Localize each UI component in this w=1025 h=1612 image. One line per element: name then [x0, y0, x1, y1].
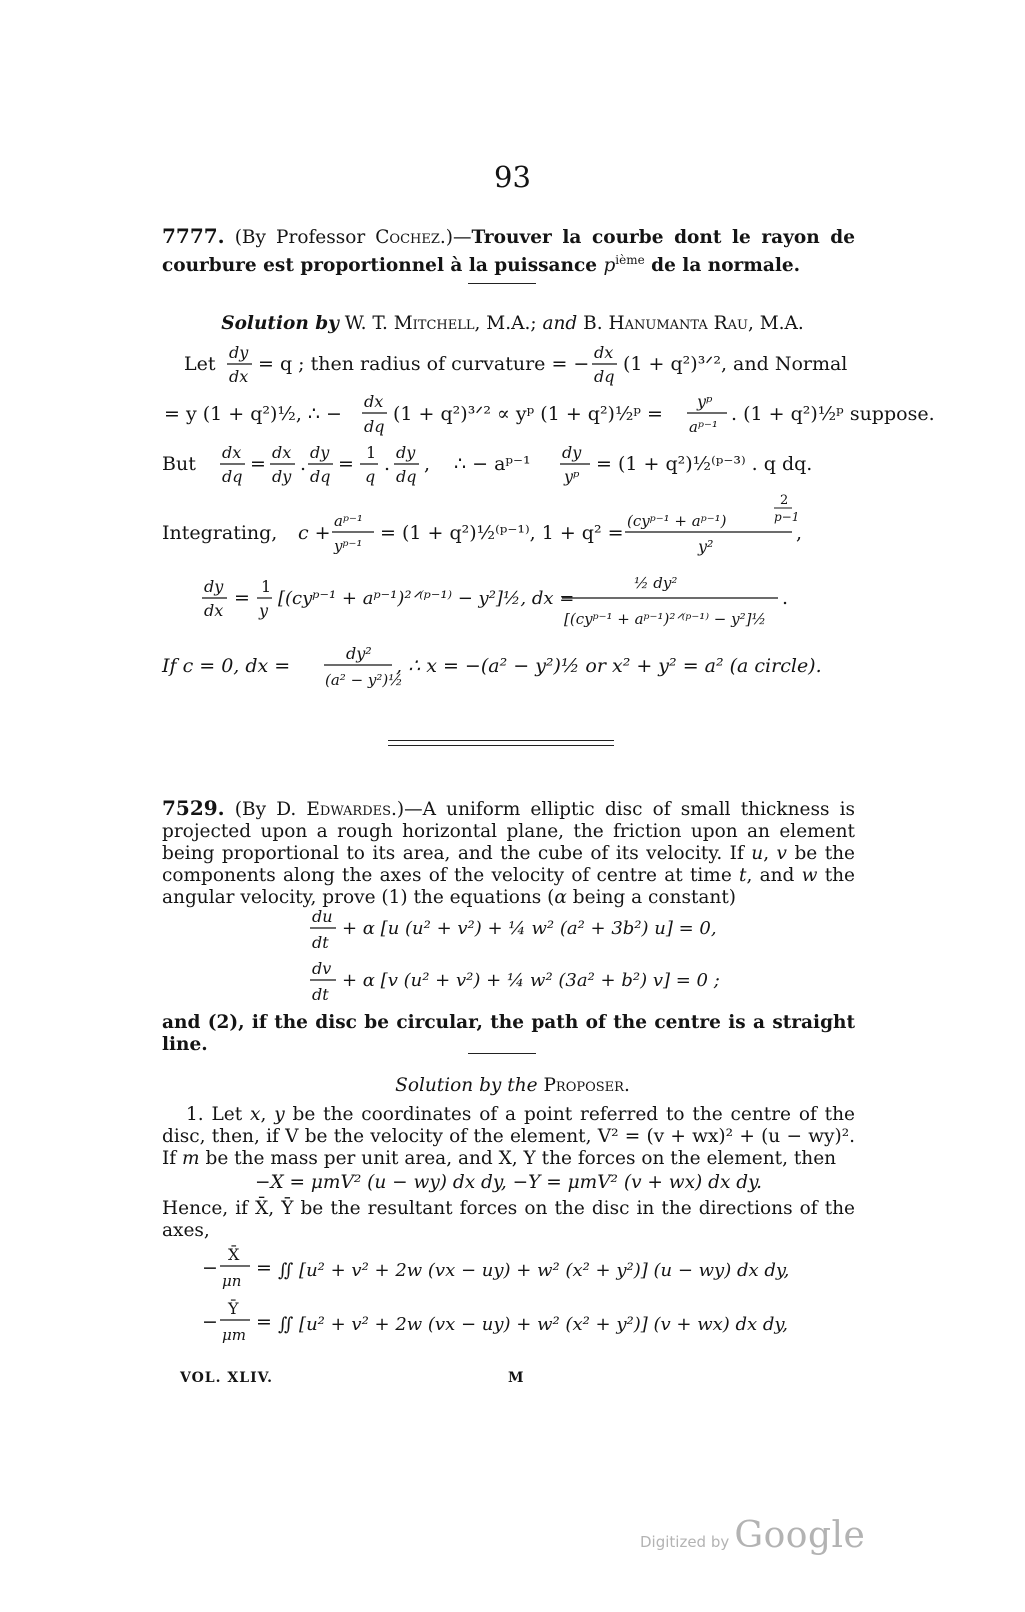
svg-text:1: 1	[261, 577, 272, 596]
svg-text:1: 1	[366, 443, 377, 462]
section-divider	[388, 740, 614, 746]
svg-text:. (1 + q²)½ᵖ suppose.: . (1 + q²)½ᵖ suppose.	[731, 403, 935, 425]
svg-text:If c = 0, dx =: If c = 0, dx =	[162, 655, 291, 677]
author-name: Edwardes	[306, 799, 392, 820]
svg-text:dq: dq	[310, 467, 331, 486]
svg-text:dt: dt	[312, 933, 329, 952]
svg-text:+ α [v (u² + v²) + ¼ w² (3a² +: + α [v (u² + v²) + ¼ w² (3a² + b²) v] = 0 ;	[342, 970, 720, 991]
svg-text:p−1: p−1	[774, 510, 800, 524]
svg-text:yᵖ⁻¹: yᵖ⁻¹	[334, 537, 363, 555]
svg-text:(1 + q²)³ᐟ², and Normal: (1 + q²)³ᐟ², and Normal	[623, 353, 848, 375]
svg-text:y: y	[259, 601, 269, 620]
svg-text:(1 + q²)³ᐟ² ∝ yᵖ (1 + q²)½ᵖ =: (1 + q²)³ᐟ² ∝ yᵖ (1 + q²)½ᵖ =	[393, 403, 663, 425]
equation-block	[162, 1240, 855, 1350]
svg-text:dy: dy	[310, 443, 330, 462]
separator-rule	[468, 283, 536, 284]
svg-text:c +: c +	[298, 522, 331, 544]
svg-text:μm: μm	[222, 1326, 246, 1344]
svg-text:But: But	[162, 453, 196, 475]
svg-text:Let: Let	[184, 353, 216, 375]
svg-text:.: .	[384, 453, 391, 475]
svg-text:∬ [u² + v² + 2w (vx − uy) + w²: ∬ [u² + v² + 2w (vx − uy) + w² (x² + y²)] (u − wy) dx dy,	[278, 1260, 790, 1281]
separator-rule	[468, 1053, 536, 1054]
svg-text:,: ,	[424, 453, 431, 475]
problem-7529: 7529. (By D. Edwardes.)—A uniform elliptic disc of small thickness is projected upon a rough horizontal plane, the friction upon an element being proportional to its area, and the cube of its velocity. If u, v be the components along the axes of the velocity of centre at time t, and w the angular velocity, prove (1) the equations (α being a constant)	[162, 796, 856, 908]
svg-text:dx: dx	[204, 601, 224, 620]
solution-equations	[162, 340, 935, 690]
svg-text:dq: dq	[396, 467, 417, 486]
svg-text:, ∴ x = −(a² − y²)½ or x: , ∴ x = −(a² − y²)½ or x² + y² = a² (a circle).	[396, 655, 822, 677]
svg-text:dq: dq	[594, 367, 615, 386]
svg-text:μn: μn	[222, 1272, 242, 1290]
svg-text:−: −	[202, 1311, 218, 1333]
svg-text:= (1 + q²)½⁽ᵖ⁻¹⁾, 1 + q² =: = (1 + q²)½⁽ᵖ⁻¹⁾, 1 + q² =	[380, 522, 624, 544]
problem-equations	[162, 902, 855, 1012]
svg-text:= y (1 + q²)½, ∴ −: = y (1 + q²)½, ∴ −	[164, 403, 342, 425]
svg-text:Ȳ: Ȳ	[228, 1299, 239, 1318]
svg-text:aᵖ⁻¹: aᵖ⁻¹	[689, 418, 718, 436]
svg-text:dq: dq	[364, 417, 385, 436]
svg-text:yᵖ: yᵖ	[564, 467, 580, 486]
svg-text:(cyᵖ⁻¹ + aᵖ⁻¹): (cyᵖ⁻¹ + aᵖ⁻¹)	[627, 512, 727, 530]
svg-text:2: 2	[780, 493, 789, 508]
svg-text:dy: dy	[396, 443, 416, 462]
svg-text:dy: dy	[562, 443, 582, 462]
svg-text:dy²: dy²	[346, 644, 372, 663]
svg-text:y²: y²	[698, 537, 714, 556]
svg-text:,: ,	[796, 522, 803, 544]
svg-text:= q ; then radius of curvature: = q ; then radius of curvature = −	[258, 353, 590, 375]
svg-text:=: =	[250, 453, 266, 475]
svg-text:[(cyᵖ⁻¹ + aᵖ⁻¹)²ᐟ⁽ᵖ⁻¹⁾ − y²]½: [(cyᵖ⁻¹ + aᵖ⁻¹)²ᐟ⁽ᵖ⁻¹⁾ − y²]½	[564, 610, 766, 628]
integral-equations	[162, 1240, 855, 1350]
problem-number: 7529.	[162, 796, 225, 820]
svg-text:(a² − y²)½: (a² − y²)½	[325, 671, 403, 689]
equation-block	[162, 340, 935, 690]
volume-label: VOL. XLIV.	[180, 1370, 273, 1386]
svg-text:=: =	[338, 453, 354, 475]
problem-number: 7777.	[162, 224, 225, 248]
problem-closing: and (2), if the disc be circular, the path of the centre is a straight line.	[162, 1012, 855, 1055]
svg-text:=: =	[256, 1311, 272, 1333]
svg-text:=: =	[256, 1257, 272, 1279]
svg-text:du: du	[312, 907, 333, 926]
svg-text:aᵖ⁻¹: aᵖ⁻¹	[334, 512, 363, 530]
svg-text:dx: dx	[222, 443, 242, 462]
svg-text:.: .	[300, 453, 307, 475]
svg-text:−: −	[202, 1257, 218, 1279]
google-logo: Google	[734, 1515, 866, 1556]
signature-mark: M	[508, 1370, 525, 1386]
svg-text:dv: dv	[312, 959, 332, 978]
solution-byline: Solution by W. T. Mitchell, M.A.; and B. Hanumanta Rau, M.A.	[221, 313, 804, 334]
svg-text:∴ − aᵖ⁻¹: ∴ − aᵖ⁻¹	[454, 453, 531, 475]
svg-text:dq: dq	[222, 467, 243, 486]
svg-text:[(cyᵖ⁻¹ + aᵖ⁻¹)²ᐟ⁽ᵖ⁻¹⁾ − y²]½,: [(cyᵖ⁻¹ + aᵖ⁻¹)²ᐟ⁽ᵖ⁻¹⁾ − y²]½, dx =	[278, 588, 575, 609]
problem-7777: 7777. (By Professor Cochez.)—Trouver la courbe dont le rayon de courbure est proportionnel à la puissance $p^{ième}$ de la normale.	[162, 224, 855, 277]
solution-body: 1. Let x, y be the coordinates of a point referred to the centre of the disc, then, if V be the velocity of the element, V² = (v + wx)² + (u − wy)². If m be the mass per unit area, and X, Y the forces on the element, then −X = μmV² (u − wy) dx dy, −Y = μmV² (v + wx) dx dy. Hence, if X̄, Ȳ be the resultant forces on the disc in the directions of the axes,	[162, 1104, 855, 1241]
svg-text:=: =	[234, 587, 250, 609]
svg-text:½ dy²: ½ dy²	[634, 574, 678, 592]
author-name: Cochez	[375, 227, 440, 248]
page-number: 93	[494, 160, 531, 194]
svg-text:dy: dy	[272, 467, 292, 486]
svg-text:dy: dy	[229, 343, 249, 362]
svg-text:yᵖ: yᵖ	[697, 392, 713, 411]
svg-text:dx: dx	[229, 367, 249, 386]
svg-text:.: .	[782, 587, 789, 609]
svg-text:X̄: X̄	[228, 1245, 240, 1264]
equation-block	[162, 902, 855, 1012]
svg-text:q: q	[365, 467, 376, 486]
svg-text:dx: dx	[364, 392, 384, 411]
svg-text:dy: dy	[204, 577, 224, 596]
solution-byline: Solution by the Proposer.	[395, 1075, 630, 1096]
svg-text:+ α [u (u² + v²) + ¼ w² (a² +: + α [u (u² + v²) + ¼ w² (a² + 3b²) u] = 0,	[342, 918, 717, 939]
svg-text:∬ [u² + v² + 2w (vx − uy) + w²: ∬ [u² + v² + 2w (vx − uy) + w² (x² + y²)] (v + wx) dx dy,	[278, 1314, 788, 1335]
svg-text:= (1 + q²)½⁽ᵖ⁻³⁾ . q dq.: = (1 + q²)½⁽ᵖ⁻³⁾ . q dq.	[596, 453, 813, 475]
digitized-watermark: Digitized by Google	[640, 1515, 866, 1556]
svg-text:dx: dx	[272, 443, 292, 462]
svg-text:dx: dx	[594, 343, 614, 362]
svg-text:Integrating,: Integrating,	[162, 522, 278, 544]
svg-text:dt: dt	[312, 985, 329, 1004]
